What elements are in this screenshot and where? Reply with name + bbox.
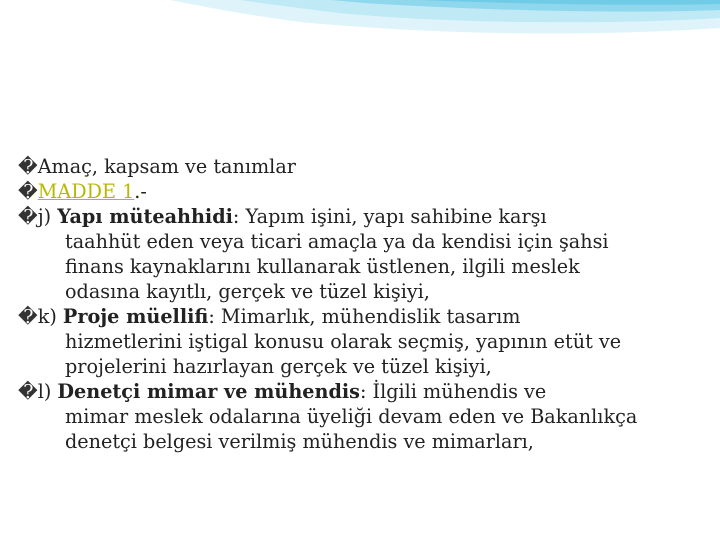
heading-text: Amaç, kapsam ve tanımlar [37, 155, 296, 178]
item-l-term: Denetçi mimar ve mühendis [57, 380, 360, 403]
bullet-icon: � [18, 305, 38, 328]
item-l-continuation: mimar meslek odalarına üyeliği devam eden ve Bakanlıkça [65, 405, 638, 428]
article-dash: .- [134, 180, 147, 203]
item-k-prefix: k) [37, 305, 63, 328]
item-j-continuation: odasına kayıtlı, gerçek ve tüzel kişiyi, [65, 280, 430, 303]
article-text-body [18, 154, 708, 454]
item-l-prefix: l) [37, 380, 58, 403]
article-link[interactable]: MADDE 1 [37, 180, 135, 203]
item-j-continuation: taahhüt eden veya ticari amaçla ya da kendisi için şahsi [65, 230, 609, 253]
item-l-continuation: denetçi belgesi verilmiş mühendis ve mimarları, [65, 430, 534, 453]
item-j-continuation: finans kaynaklarını kullanarak üstlenen, ilgili meslek [65, 255, 580, 278]
item-j-line [18, 204, 708, 229]
bullet-icon: � [18, 380, 38, 403]
item-k-line [18, 304, 708, 329]
item-j-definition: : Yapım işini, yapı sahibine karşı [232, 205, 547, 228]
item-l-line [18, 379, 708, 404]
item-l-definition: : İlgili mühendis ve [359, 380, 547, 403]
item-k-continuation: hizmetlerini iştigal konusu olarak seçmiş, yapının etüt ve [65, 330, 622, 353]
header-wave-decoration [0, 0, 720, 80]
heading-line [18, 154, 708, 179]
bullet-icon: � [18, 180, 38, 203]
article-number-line [18, 179, 708, 204]
bullet-icon: � [18, 155, 38, 178]
item-j-prefix: j) [37, 205, 58, 228]
item-k-term: Proje müellifi [62, 305, 209, 328]
item-k-definition: : Mimarlık, mühendislik tasarım [208, 305, 521, 328]
bullet-icon: � [18, 205, 38, 228]
item-k-continuation: projelerini hazırlayan gerçek ve tüzel kişiyi, [65, 355, 492, 378]
item-j-term: Yapı müteahhidi [57, 205, 233, 228]
